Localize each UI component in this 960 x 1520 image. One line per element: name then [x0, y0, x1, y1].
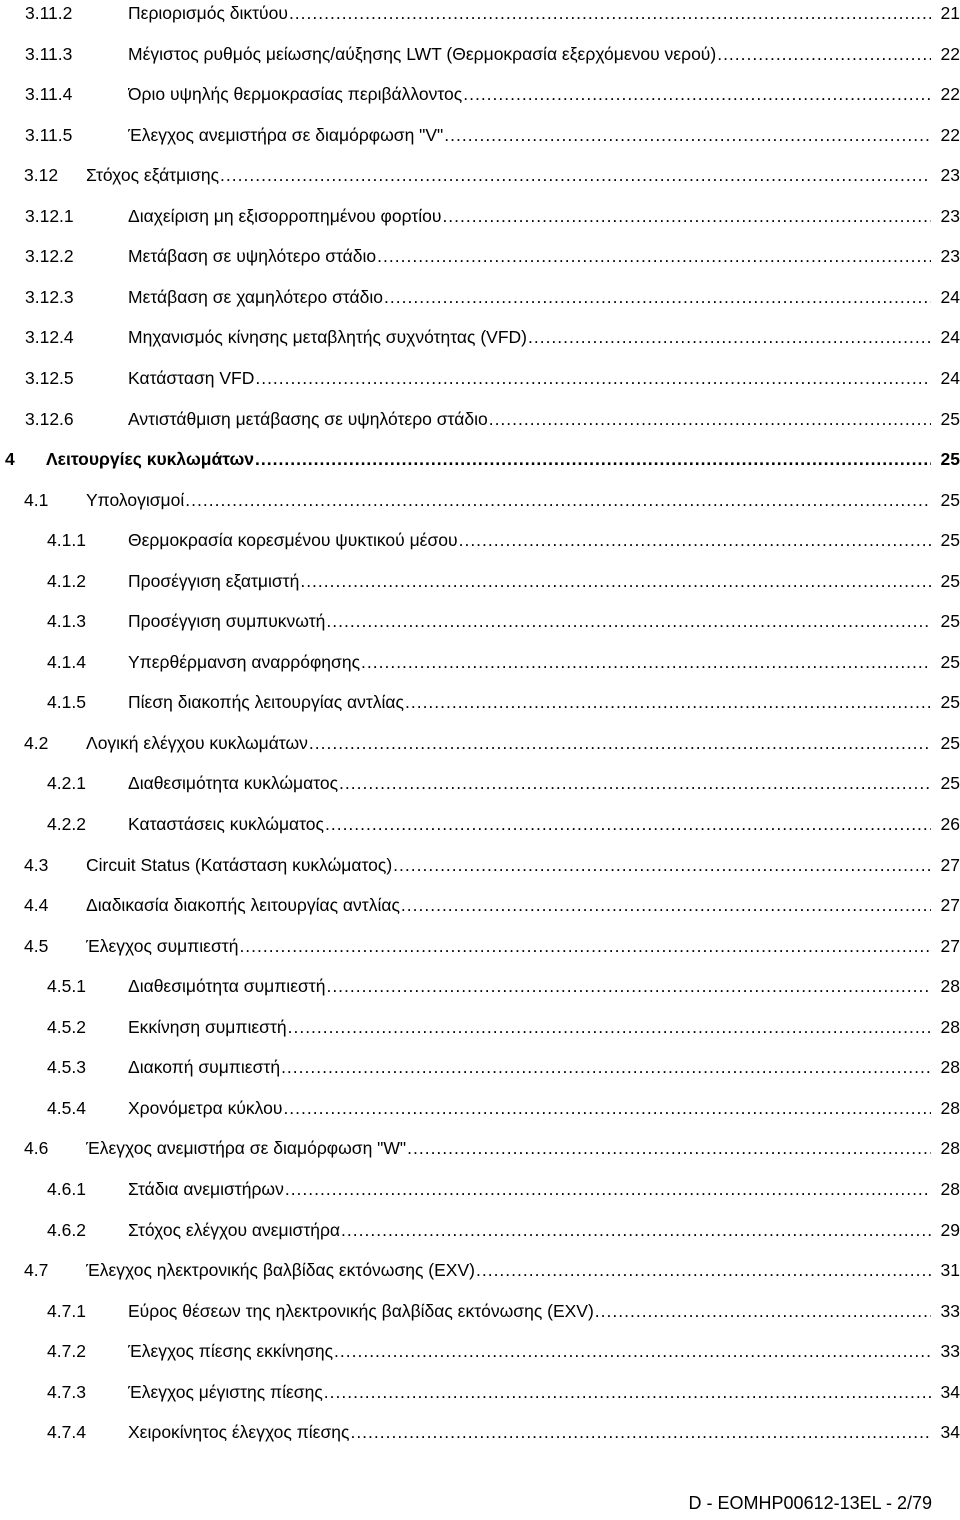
toc-entry-number: 4.5.4	[47, 1097, 86, 1118]
toc-entry-title: Μετάβαση σε χαμηλότερο στάδιο	[128, 286, 384, 307]
toc-entry-page-number: 24	[940, 327, 960, 348]
toc-dot-leader	[361, 642, 931, 682]
toc-entry-line	[128, 804, 960, 844]
toc-entry-title: Στόχος εξάτμισης	[86, 165, 220, 186]
toc-dot-leader	[459, 520, 931, 560]
toc-entry-title: Εκκίνηση συμπιεστή	[128, 1016, 287, 1037]
toc-entry-line	[128, 1169, 960, 1209]
toc-dot-leader	[334, 1331, 931, 1371]
toc-entry-page-number: 28	[940, 1097, 960, 1118]
toc-dot-leader	[405, 682, 931, 722]
page-footer: D - EOMHP00612-13EL - 2/79	[688, 1493, 932, 1513]
toc-entry-page-number: 21	[940, 3, 960, 23]
toc-entry[interactable]	[0, 520, 960, 560]
toc-entry-page-number: 25	[940, 651, 960, 672]
toc-entry-number: 4.7.2	[47, 1341, 86, 1362]
toc-entry[interactable]	[0, 1412, 960, 1452]
toc-entry-title: Διαθεσιμότητα κυκλώματος	[128, 773, 339, 794]
toc-entry-page-number: 27	[940, 854, 960, 875]
toc-entry[interactable]	[0, 1250, 960, 1290]
toc-entry-page-number: 23	[940, 205, 960, 226]
toc-entry-title: Κατάσταση VFD	[128, 367, 255, 388]
toc-entry-line	[128, 1412, 960, 1452]
toc-entry-line	[128, 399, 960, 439]
toc-dot-leader	[255, 439, 931, 479]
toc-entry-number: 4.1.3	[47, 611, 86, 632]
toc-entry[interactable]	[0, 1291, 960, 1331]
toc-entry-title: Όριο υψηλής θερμοκρασίας περιβάλλοντος	[128, 84, 463, 105]
toc-entry-line	[128, 1210, 960, 1250]
toc-entry-title: Εύρος θέσεων της ηλεκτρονικής βαλβίδας εκτόνωσης (EXV)	[128, 1300, 594, 1321]
toc-dot-leader	[377, 236, 931, 276]
toc-dot-leader	[281, 1047, 931, 1087]
toc-entry-line	[128, 966, 960, 1006]
toc-entry-title: Θερμοκρασία κορεσμένου ψυκτικού μέσου	[128, 530, 458, 551]
toc-entry[interactable]	[0, 480, 960, 520]
toc-entry[interactable]	[0, 0, 960, 33]
toc-entry-page-number: 22	[940, 84, 960, 105]
toc-entry-title: Περιορισμός δικτύου	[128, 3, 288, 23]
toc-entry-line	[128, 520, 960, 560]
toc-entry-page-number: 27	[940, 935, 960, 956]
toc-entry-title: Μετάβαση σε υψηλότερο στάδιο	[128, 246, 377, 267]
toc-dot-leader	[528, 317, 931, 357]
toc-entry-number: 4.2	[24, 732, 49, 753]
toc-entry-page-number: 22	[940, 43, 960, 64]
toc-dot-leader	[393, 845, 931, 885]
toc-entry-page-number: 25	[940, 489, 960, 510]
toc-entry[interactable]	[0, 1331, 960, 1371]
toc-entry-number: 4.1.4	[47, 651, 86, 672]
toc-dot-leader	[220, 155, 931, 195]
toc-dot-leader	[185, 480, 931, 520]
toc-dot-leader	[401, 885, 931, 925]
toc-entry-page-number: 25	[940, 692, 960, 713]
toc-entry-number: 4.7.3	[47, 1381, 86, 1402]
toc-entry[interactable]	[0, 642, 960, 682]
toc-entry-page-number: 27	[940, 895, 960, 916]
toc-dot-leader	[326, 601, 931, 641]
toc-entry-title: Καταστάσεις κυκλώματος	[128, 814, 324, 834]
toc-entry-line	[128, 277, 960, 317]
toc-entry-line	[128, 196, 960, 236]
toc-entry-page-number: 26	[940, 814, 960, 834]
toc-entry-line	[128, 0, 960, 33]
toc-entry-number: 4.7	[24, 1260, 49, 1281]
toc-entry-page-number: 23	[940, 246, 960, 267]
toc-dot-leader	[324, 1372, 931, 1412]
toc-entry-line	[86, 480, 960, 520]
toc-entry[interactable]	[0, 74, 960, 114]
toc-entry-line	[128, 561, 960, 601]
toc-entry-page-number: 25	[940, 611, 960, 632]
toc-entry-page-number: 28	[940, 976, 960, 997]
toc-dot-leader	[289, 0, 931, 33]
toc-entry-title: Διακοπή συμπιεστή	[128, 1057, 281, 1078]
toc-entry[interactable]	[0, 763, 960, 803]
toc-entry-number: 4.2.2	[47, 814, 86, 834]
toc-entry-title: Πίεση διακοπής λειτουργίας αντλίας	[128, 692, 404, 713]
toc-entry-number: 4.2.1	[47, 773, 86, 794]
toc-entry-number: 3.12.1	[25, 205, 74, 226]
toc-entry-line	[128, 74, 960, 114]
toc-entry-page-number: 28	[940, 1057, 960, 1078]
toc-dot-leader	[350, 1412, 931, 1452]
toc-dot-leader	[407, 1128, 931, 1168]
toc-entry-line	[128, 1007, 960, 1047]
toc-entry[interactable]	[0, 1128, 960, 1168]
toc-entry-number: 4.4	[24, 895, 49, 916]
toc-entry-title: Χειροκίνητος έλεγχος πίεσης	[128, 1422, 350, 1443]
toc-entry-line	[128, 317, 960, 357]
toc-entry-line	[86, 723, 960, 763]
toc-entry-number: 3.11.2	[25, 3, 73, 23]
toc-entry[interactable]	[0, 1088, 960, 1128]
toc-entry-number: 3.12.2	[25, 246, 74, 267]
toc-entry[interactable]	[0, 317, 960, 357]
toc-dot-leader	[288, 1007, 931, 1047]
toc-entry[interactable]	[0, 723, 960, 763]
toc-entry-title: Στόχος ελέγχου ανεμιστήρα	[128, 1219, 341, 1240]
toc-dot-leader	[239, 926, 931, 966]
toc-entry-number: 4.1	[24, 489, 49, 510]
toc-entry-title: Έλεγχος συμπιεστή	[86, 935, 239, 956]
toc-entry[interactable]	[0, 236, 960, 276]
toc-entry-number: 4.5	[24, 935, 49, 956]
toc-entry[interactable]	[0, 439, 960, 479]
toc-entry-page-number: 29	[940, 1219, 960, 1240]
toc-entry-number: 4.5.1	[47, 976, 86, 997]
toc-dot-leader	[309, 723, 931, 763]
toc-entry-line	[86, 155, 960, 195]
toc-dot-leader	[463, 74, 931, 114]
toc-dot-leader	[326, 966, 931, 1006]
toc-entry-number: 4.7.4	[47, 1422, 86, 1443]
toc-dot-leader	[717, 34, 931, 74]
toc-entry-page-number: 25	[940, 732, 960, 753]
toc-entry-title: Λογική ελέγχου κυκλωμάτων	[86, 732, 308, 753]
toc-entry-title: Έλεγχος πίεσης εκκίνησης	[128, 1341, 334, 1362]
toc-entry-line	[128, 682, 960, 722]
toc-dot-leader	[300, 561, 931, 601]
toc-entry[interactable]	[0, 196, 960, 236]
toc-entry-page-number: 34	[940, 1422, 960, 1443]
toc-dot-leader	[442, 196, 931, 236]
toc-entry-title: Υπολογισμοί	[86, 489, 185, 510]
toc-entry-title: Λειτουργίες κυκλωμάτων	[46, 449, 255, 470]
toc-entry[interactable]	[0, 1372, 960, 1412]
toc-entry-page-number: 25	[940, 530, 960, 551]
toc-entry-page-number: 25	[940, 570, 960, 591]
toc-entry-line	[86, 845, 960, 885]
toc-entry[interactable]	[0, 358, 960, 398]
toc-entry-number: 3.12.5	[25, 367, 74, 388]
toc-dot-leader	[339, 763, 931, 803]
toc-entry-number: 4	[5, 449, 15, 470]
toc-entry-line	[128, 1331, 960, 1371]
toc-entry[interactable]	[0, 1047, 960, 1087]
toc-entry-page-number: 25	[940, 773, 960, 794]
toc-dot-leader	[489, 399, 931, 439]
toc-entry-page-number: 25	[940, 449, 960, 470]
toc-entry-number: 4.5.3	[47, 1057, 86, 1078]
toc-entry-number: 3.11.4	[25, 84, 73, 105]
toc-dot-leader	[444, 115, 931, 155]
toc-entry-page-number: 33	[940, 1300, 960, 1321]
toc-entry-title: Διαδικασία διακοπής λειτουργίας αντλίας	[86, 895, 400, 916]
toc-dot-leader	[325, 804, 931, 844]
toc-entry-line	[128, 642, 960, 682]
toc-entry-title: Circuit Status (Κατάσταση κυκλώματος)	[86, 854, 393, 875]
toc-entry-line	[128, 115, 960, 155]
toc-entry[interactable]	[0, 804, 960, 844]
toc-entry[interactable]	[0, 845, 960, 885]
toc-dot-leader	[285, 1169, 931, 1209]
toc-entry-number: 4.1.5	[47, 692, 86, 713]
toc-entry-page-number: 24	[940, 286, 960, 307]
toc-entry-page-number: 28	[940, 1138, 960, 1159]
toc-dot-leader	[341, 1210, 931, 1250]
toc-entry-line	[128, 1372, 960, 1412]
toc-entry-line	[128, 34, 960, 74]
toc-entry[interactable]	[0, 1210, 960, 1250]
toc-entry-title: Μέγιστος ρυθμός μείωσης/αύξησης LWT (Θερμοκρασία εξερχόμενου νερού)	[128, 43, 717, 64]
toc-entry-page-number: 22	[940, 124, 960, 145]
toc-entry-page-number: 24	[940, 367, 960, 388]
toc-entry-line	[128, 1047, 960, 1087]
toc-entry-line	[46, 439, 960, 479]
toc-entry-number: 4.6.1	[47, 1178, 86, 1199]
toc-entry-number: 4.7.1	[47, 1300, 86, 1321]
toc-entry-title: Χρονόμετρα κύκλου	[128, 1097, 283, 1118]
toc-entry-number: 3.12.4	[25, 327, 74, 348]
toc-entry-title: Έλεγχος ανεμιστήρα σε διαμόρφωση "W"	[86, 1138, 407, 1159]
toc-entry-title: Έλεγχος μέγιστης πίεσης	[128, 1381, 323, 1402]
toc-entry-page-number: 33	[940, 1341, 960, 1362]
toc-entry-number: 4.3	[24, 854, 49, 875]
toc-entry-page-number: 34	[940, 1381, 960, 1402]
toc-entry[interactable]	[0, 1169, 960, 1209]
toc-entry-title: Αντιστάθμιση μετάβασης σε υψηλότερο στάδιο	[128, 408, 488, 429]
toc-entry-title: Προσέγγιση εξατμιστή	[128, 570, 300, 591]
toc-dot-leader	[595, 1291, 931, 1331]
toc-entry-title: Μηχανισμός κίνησης μεταβλητής συχνότητας (VFD)	[128, 327, 527, 348]
toc-entry-number: 3.12	[24, 165, 59, 186]
toc-dot-leader	[476, 1250, 931, 1290]
toc-entry[interactable]	[0, 115, 960, 155]
toc-entry[interactable]	[0, 561, 960, 601]
toc-entry-number: 4.6	[24, 1138, 49, 1159]
toc-entry[interactable]	[0, 399, 960, 439]
toc-entry-line	[128, 1291, 960, 1331]
toc-entry-number: 3.11.3	[25, 43, 73, 64]
toc-entry[interactable]	[0, 682, 960, 722]
toc-entry-title: Έλεγχος ηλεκτρονικής βαλβίδας εκτόνωσης (EXV)	[86, 1260, 475, 1281]
toc-entry-title: Υπερθέρμανση αναρρόφησης	[128, 651, 361, 672]
toc-entry-page-number: 31	[940, 1260, 960, 1281]
toc-dot-leader	[384, 277, 931, 317]
toc-entry[interactable]	[0, 34, 960, 74]
toc-entry-line	[128, 601, 960, 641]
toc-entry-page-number: 23	[940, 165, 960, 186]
toc-entry-page-number: 28	[940, 1016, 960, 1037]
toc-entry[interactable]	[0, 1007, 960, 1047]
toc-entry-line	[86, 885, 960, 925]
toc-entry-page-number: 25	[940, 408, 960, 429]
toc-entry-title: Διαχείριση μη εξισορροπημένου φορτίου	[128, 205, 442, 226]
toc-entry-line	[128, 358, 960, 398]
toc-entry-number: 3.11.5	[25, 124, 73, 145]
toc-entry-line	[128, 1088, 960, 1128]
toc-entry-number: 4.1.1	[47, 530, 86, 551]
toc-dot-leader	[255, 358, 931, 398]
toc-entry-number: 4.1.2	[47, 570, 86, 591]
toc-entry-title: Προσέγγιση συμπυκνωτή	[128, 611, 326, 632]
toc-entry-line	[128, 236, 960, 276]
toc-entry-title: Διαθεσιμότητα συμπιεστή	[128, 976, 326, 997]
toc-entry-line	[86, 926, 960, 966]
toc-entry[interactable]	[0, 885, 960, 925]
toc-entry-title: Στάδια ανεμιστήρων	[128, 1178, 284, 1199]
toc-entry-title: Έλεγχος ανεμιστήρα σε διαμόρφωση "V"	[128, 124, 444, 145]
toc-entry-page-number: 28	[940, 1178, 960, 1199]
toc-entry[interactable]	[0, 277, 960, 317]
toc-entry[interactable]	[0, 601, 960, 641]
toc-entry[interactable]	[0, 926, 960, 966]
toc-entry-number: 3.12.6	[25, 408, 74, 429]
toc-entry-number: 3.12.3	[25, 286, 74, 307]
toc-entry-number: 4.6.2	[47, 1219, 86, 1240]
toc-entry[interactable]	[0, 966, 960, 1006]
toc-entry-line	[128, 763, 960, 803]
toc-entry-line	[86, 1250, 960, 1290]
toc-entry[interactable]	[0, 155, 960, 195]
toc-dot-leader	[283, 1088, 931, 1128]
toc-entry-number: 4.5.2	[47, 1016, 86, 1037]
toc-entry-line	[86, 1128, 960, 1168]
